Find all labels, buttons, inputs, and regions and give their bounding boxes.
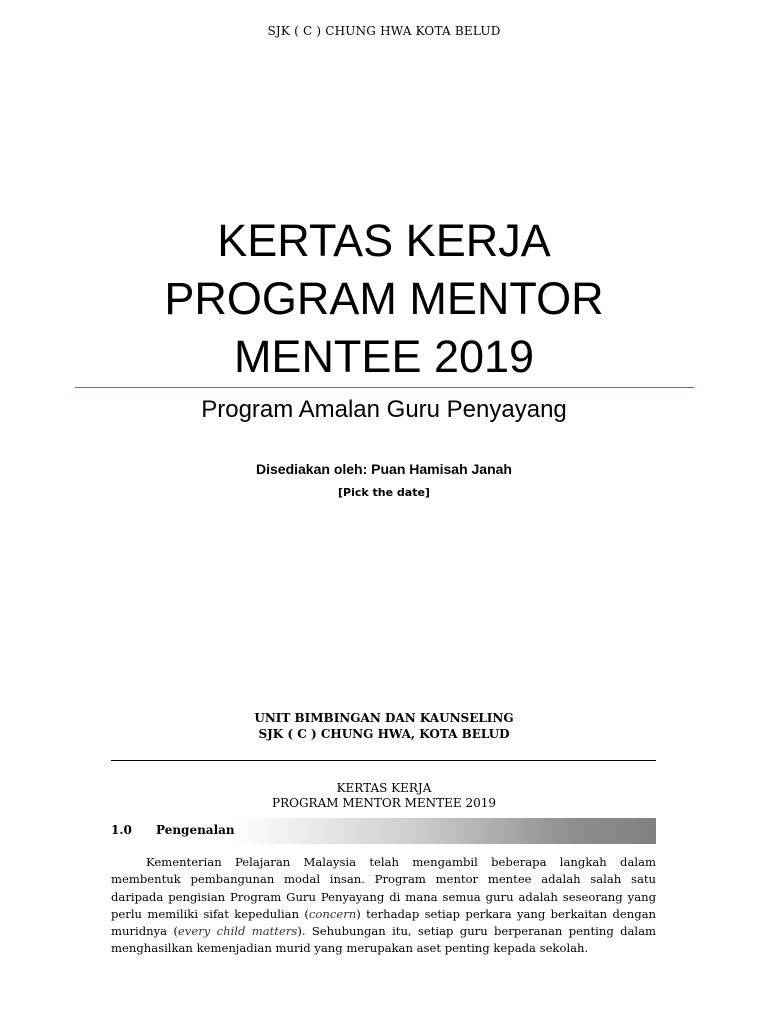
cover-title: [0, 212, 768, 386]
cover-subtitle: Program Amalan Guru Penyayang: [201, 396, 567, 423]
prepared-by: Disediakan oleh: Puan Hamisah Janah: [256, 461, 512, 477]
document-title-line-2: PROGRAM MENTOR MENTEE 2019: [272, 796, 496, 810]
section-title: Pengenalan: [156, 823, 235, 837]
cover-title-line-1: KERTAS KERJA: [217, 215, 551, 266]
unit-block: [0, 710, 768, 742]
cover-title-line-2: PROGRAM MENTOR: [164, 273, 604, 324]
date-placeholder[interactable]: [Pick the date]: [338, 486, 430, 499]
term-concern: concern: [308, 906, 357, 921]
page-divider: [111, 760, 656, 761]
page-header-school: SJK ( C ) CHUNG HWA KOTA BELUD: [267, 24, 501, 38]
unit-name: UNIT BIMBINGAN DAN KAUNSELING: [254, 711, 514, 725]
document-title: [0, 781, 768, 811]
unit-school: SJK ( C ) CHUNG HWA, KOTA BELUD: [258, 727, 510, 741]
cover-title-line-3: MENTEE 2019: [233, 331, 535, 382]
section-paragraph: [111, 854, 656, 958]
paragraph-text-3: ). Sehubungan itu, setiap guru berperanan penting dalam menghasilkan kemenjadian murid yang merupakan aset penting kepada sekolah.: [111, 924, 657, 956]
title-divider: [75, 387, 694, 388]
document-title-line-1: KERTAS KERJA: [336, 781, 432, 795]
section-number: 1.0: [111, 823, 132, 837]
paragraph-text-2: ) terhadap setiap perkara yang berkaitan dengan muridnya (: [111, 906, 657, 939]
term-every-child-matters: every child matters: [177, 924, 298, 939]
paragraph-text-1: Kementerian Pelajaran Malaysia telah mengambil beberapa langkah dalam membentuk pembangunan modal insan. Program mentor mentee adalah salah satu daripada pengisian Program Guru Penyayang di mana semua guru adalah seseorang yang perlu memiliki sifat kepedulian (: [111, 855, 656, 921]
